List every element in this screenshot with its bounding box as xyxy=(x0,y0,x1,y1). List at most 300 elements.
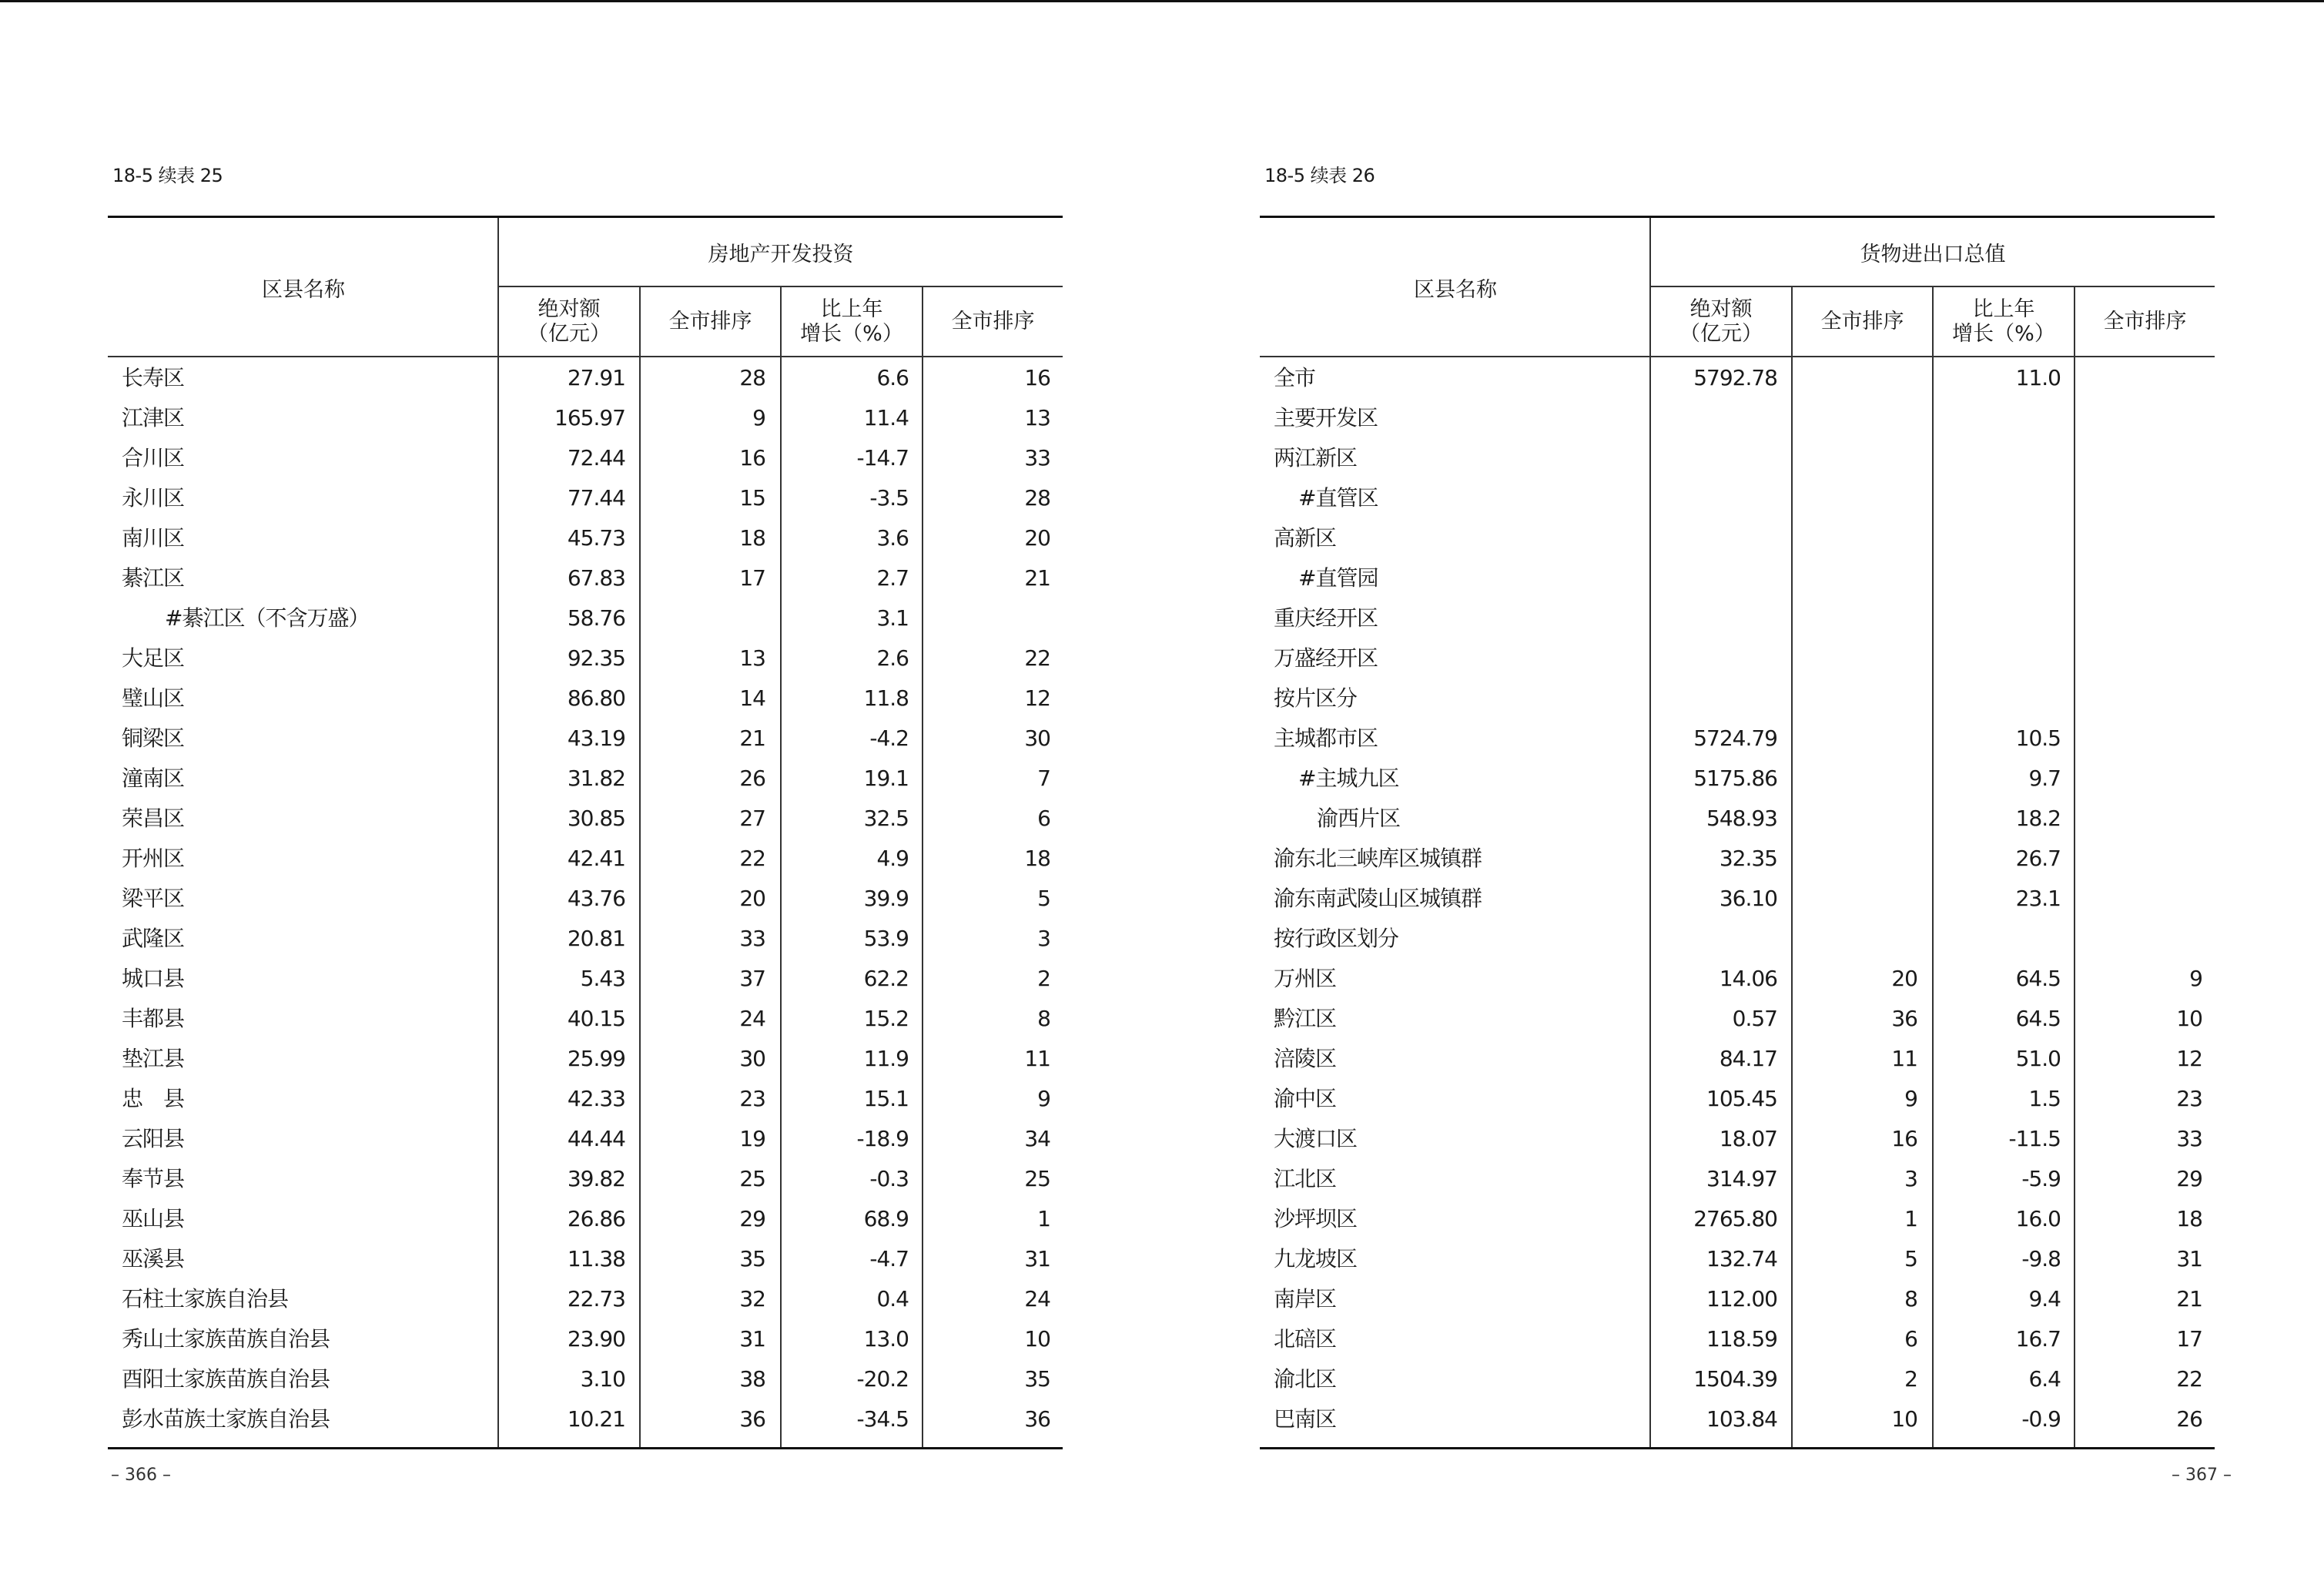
rank-cell: 25 xyxy=(739,1166,765,1191)
table-row xyxy=(108,558,1063,598)
table-title: 18-5 续表 25 xyxy=(112,165,223,186)
growth-cell: 9.7 xyxy=(2028,766,2061,791)
district-name-cell: 垫江县 xyxy=(122,1046,185,1071)
district-name-cell: 忠 县 xyxy=(122,1086,185,1111)
absolute-value-cell: 43.76 xyxy=(567,886,625,911)
growth-cell: -11.5 xyxy=(2008,1126,2061,1151)
table-row xyxy=(108,879,1063,919)
growth-cell: 10.5 xyxy=(2015,725,2061,751)
rank-2-cell: 10 xyxy=(2176,1006,2202,1031)
table-row xyxy=(108,358,1063,398)
district-name-cell: 丰都县 xyxy=(122,1006,185,1031)
header-district-name: 区县名称 xyxy=(1414,277,1497,302)
growth-cell: 9.4 xyxy=(2028,1286,2061,1312)
rank-cell: 31 xyxy=(739,1326,765,1352)
growth-cell: 51.0 xyxy=(2015,1046,2061,1071)
rank-2-cell: 16 xyxy=(1024,365,1050,390)
header-growth-line1: 比上年 xyxy=(820,297,883,321)
absolute-value-cell: 18.07 xyxy=(1719,1126,1777,1151)
absolute-value-cell: 20.81 xyxy=(567,926,625,951)
table-row xyxy=(108,398,1063,438)
rank-2-cell: 12 xyxy=(1024,685,1050,711)
rank-cell: 2 xyxy=(1904,1366,1917,1392)
absolute-value-cell: 2765.80 xyxy=(1693,1206,1777,1231)
table-row xyxy=(108,759,1063,799)
table-row xyxy=(108,638,1063,678)
rank-2-cell: 26 xyxy=(2176,1406,2202,1432)
table-row xyxy=(108,959,1063,999)
rank-2-cell: 20 xyxy=(1024,525,1050,551)
growth-cell: -18.9 xyxy=(856,1126,909,1151)
rank-2-cell: 9 xyxy=(1037,1086,1050,1111)
absolute-value-cell: 27.91 xyxy=(567,365,625,390)
absolute-value-cell: 1504.39 xyxy=(1693,1366,1777,1392)
rank-cell: 14 xyxy=(739,685,765,711)
table-row xyxy=(108,1119,1063,1159)
rank-2-cell: 33 xyxy=(2176,1126,2202,1151)
growth-cell: 53.9 xyxy=(863,926,909,951)
rank-2-cell: 24 xyxy=(1024,1286,1050,1312)
table-row xyxy=(108,678,1063,719)
absolute-value-cell: 23.90 xyxy=(567,1326,625,1352)
rank-2-cell: 22 xyxy=(1024,645,1050,671)
table-body xyxy=(1260,358,2215,1439)
rank-cell: 11 xyxy=(1891,1046,1917,1071)
growth-cell: -4.2 xyxy=(869,725,909,751)
absolute-value-cell: 118.59 xyxy=(1706,1326,1777,1352)
growth-cell: -34.5 xyxy=(856,1406,909,1432)
table-body xyxy=(108,358,1063,1439)
table-row xyxy=(1260,1079,2215,1119)
table-row xyxy=(108,518,1063,558)
absolute-value-cell: 72.44 xyxy=(567,445,625,471)
table-row xyxy=(108,719,1063,759)
district-name-cell: 主城都市区 xyxy=(1274,725,1378,751)
district-name-cell: 綦江区 xyxy=(122,565,185,591)
table-row xyxy=(108,1079,1063,1119)
growth-cell: 32.5 xyxy=(863,806,909,831)
district-name-cell: 武隆区 xyxy=(122,926,185,951)
district-name-cell: 全市 xyxy=(1274,365,1316,390)
district-name-cell: 万州区 xyxy=(1274,966,1337,991)
table-row xyxy=(1260,839,2215,879)
growth-cell: 3.6 xyxy=(876,525,909,551)
rank-cell: 21 xyxy=(739,725,765,751)
table-row xyxy=(108,1279,1063,1319)
absolute-value-cell: 11.38 xyxy=(567,1246,625,1271)
rank-cell: 19 xyxy=(739,1126,765,1151)
table-row xyxy=(108,1359,1063,1399)
absolute-value-cell: 84.17 xyxy=(1719,1046,1777,1071)
rank-cell: 30 xyxy=(739,1046,765,1071)
table-row xyxy=(1260,1359,2215,1399)
district-name-cell: #直管园 xyxy=(1298,565,1378,591)
district-name-cell: 沙坪坝区 xyxy=(1274,1206,1358,1231)
header-rank: 全市排序 xyxy=(668,310,752,333)
district-name-cell: #主城九区 xyxy=(1298,766,1399,791)
absolute-value-cell: 32.35 xyxy=(1719,846,1777,871)
rank-cell: 23 xyxy=(739,1086,765,1111)
district-name-cell: 北碚区 xyxy=(1274,1326,1337,1352)
header-absolute-line1: 绝对额 xyxy=(1689,297,1753,321)
rank-cell: 1 xyxy=(1904,1206,1917,1231)
growth-cell: 23.1 xyxy=(2015,886,2061,911)
absolute-value-cell: 0.57 xyxy=(1732,1006,1777,1031)
table-row xyxy=(1260,598,2215,638)
district-name-cell: 巴南区 xyxy=(1274,1406,1337,1432)
growth-cell: 1.5 xyxy=(2028,1086,2061,1111)
district-name-cell: #直管区 xyxy=(1298,485,1378,511)
absolute-value-cell: 39.82 xyxy=(567,1166,625,1191)
district-name-cell: 大足区 xyxy=(122,645,185,671)
rank-cell: 8 xyxy=(1904,1286,1917,1312)
table-row xyxy=(1260,1119,2215,1159)
district-name-cell: 秀山土家族苗族自治县 xyxy=(122,1326,330,1352)
table-row xyxy=(1260,1279,2215,1319)
rank-2-cell: 18 xyxy=(1024,846,1050,871)
rank-cell: 38 xyxy=(739,1366,765,1392)
rank-cell: 35 xyxy=(739,1246,765,1271)
page-number: – 367 – xyxy=(2172,1466,2232,1485)
rank-2-cell: 12 xyxy=(2176,1046,2202,1071)
growth-cell: -9.8 xyxy=(2021,1246,2061,1271)
rank-cell: 3 xyxy=(1904,1166,1917,1191)
district-name-cell: 按片区分 xyxy=(1274,685,1358,711)
absolute-value-cell: 77.44 xyxy=(567,485,625,511)
rank-cell: 20 xyxy=(1891,966,1917,991)
table-row xyxy=(108,1239,1063,1279)
header-absolute xyxy=(1651,287,1791,357)
growth-cell: -3.5 xyxy=(869,485,909,511)
rank-2-cell: 34 xyxy=(1024,1126,1050,1151)
district-name-cell: 按行政区划分 xyxy=(1274,926,1399,951)
rank-cell: 18 xyxy=(739,525,765,551)
rank-2-cell: 21 xyxy=(2176,1286,2202,1312)
rank-2-cell: 28 xyxy=(1024,485,1050,511)
rank-cell: 16 xyxy=(1891,1126,1917,1151)
header-absolute-line2: （亿元） xyxy=(1679,322,1763,346)
header-district-name: 区县名称 xyxy=(262,277,345,302)
table-row xyxy=(1260,719,2215,759)
growth-cell: 2.6 xyxy=(876,645,909,671)
rank-2-cell: 33 xyxy=(1024,445,1050,471)
table-row xyxy=(1260,518,2215,558)
absolute-value-cell: 26.86 xyxy=(567,1206,625,1231)
district-name-cell: 潼南区 xyxy=(122,766,185,791)
district-name-cell: 江津区 xyxy=(122,405,185,431)
growth-cell: -14.7 xyxy=(856,445,909,471)
rank-cell: 22 xyxy=(739,846,765,871)
district-name-cell: 合川区 xyxy=(122,445,185,471)
rank-cell: 20 xyxy=(739,886,765,911)
header-rank: 全市排序 xyxy=(1820,310,1904,333)
table-row xyxy=(1260,1239,2215,1279)
district-name-cell: 铜梁区 xyxy=(122,725,185,751)
rank-2-cell: 31 xyxy=(2176,1246,2202,1271)
growth-cell: 15.1 xyxy=(863,1086,909,1111)
growth-cell: 2.7 xyxy=(876,565,909,591)
growth-cell: 11.8 xyxy=(863,685,909,711)
district-name-cell: 主要开发区 xyxy=(1274,405,1378,431)
growth-cell: 62.2 xyxy=(863,966,909,991)
growth-cell: 6.6 xyxy=(876,365,909,390)
absolute-value-cell: 10.21 xyxy=(567,1406,625,1432)
rank-2-cell: 6 xyxy=(1037,806,1050,831)
rank-cell: 13 xyxy=(739,645,765,671)
growth-cell: 16.0 xyxy=(2015,1206,2061,1231)
district-name-cell: 江北区 xyxy=(1274,1166,1337,1191)
growth-cell: 68.9 xyxy=(863,1206,909,1231)
district-name-cell: 涪陵区 xyxy=(1274,1046,1337,1071)
district-name-cell: 荣昌区 xyxy=(122,806,185,831)
rank-2-cell: 13 xyxy=(1024,405,1050,431)
rank-2-cell: 23 xyxy=(2176,1086,2202,1111)
rank-2-cell: 21 xyxy=(1024,565,1050,591)
district-name-cell: 开州区 xyxy=(122,846,185,871)
table-row xyxy=(108,1399,1063,1439)
district-name-cell: 渝西片区 xyxy=(1317,806,1401,831)
data-table xyxy=(1260,216,2215,1449)
district-name-cell: 渝中区 xyxy=(1274,1086,1337,1111)
growth-cell: 3.1 xyxy=(876,605,909,631)
growth-cell: 11.0 xyxy=(2015,365,2061,390)
absolute-value-cell: 105.45 xyxy=(1706,1086,1777,1111)
table-row xyxy=(1260,638,2215,678)
growth-cell: -4.7 xyxy=(869,1246,909,1271)
growth-cell: -0.9 xyxy=(2021,1406,2061,1432)
growth-cell: 6.4 xyxy=(2028,1366,2061,1392)
rank-cell: 9 xyxy=(752,405,765,431)
rank-cell: 36 xyxy=(1891,1006,1917,1031)
growth-cell: -20.2 xyxy=(856,1366,909,1392)
table-row xyxy=(108,598,1063,638)
data-table xyxy=(108,216,1063,1449)
growth-cell: 11.9 xyxy=(863,1046,909,1071)
rank-cell: 28 xyxy=(739,365,765,390)
rank-cell: 15 xyxy=(739,485,765,511)
absolute-value-cell: 36.10 xyxy=(1719,886,1777,911)
table-row xyxy=(1260,959,2215,999)
absolute-value-cell: 14.06 xyxy=(1719,966,1777,991)
rank-2-cell: 18 xyxy=(2176,1206,2202,1231)
absolute-value-cell: 30.85 xyxy=(567,806,625,831)
rank-cell: 29 xyxy=(739,1206,765,1231)
district-name-cell: 梁平区 xyxy=(122,886,185,911)
rank-cell: 36 xyxy=(739,1406,765,1432)
rank-2-cell: 2 xyxy=(1037,966,1050,991)
table-row xyxy=(1260,1039,2215,1079)
district-name-cell: 渝北区 xyxy=(1274,1366,1337,1392)
growth-cell: -0.3 xyxy=(869,1166,909,1191)
absolute-value-cell: 58.76 xyxy=(567,605,625,631)
rank-2-cell: 9 xyxy=(2189,966,2202,991)
absolute-value-cell: 31.82 xyxy=(567,766,625,791)
district-name-cell: 酉阳土家族苗族自治县 xyxy=(122,1366,330,1392)
table-row xyxy=(1260,799,2215,839)
district-name-cell: 高新区 xyxy=(1274,525,1337,551)
table-row xyxy=(1260,879,2215,919)
growth-cell: 15.2 xyxy=(863,1006,909,1031)
absolute-value-cell: 5175.86 xyxy=(1693,766,1777,791)
rank-cell: 17 xyxy=(739,565,765,591)
growth-cell: 18.2 xyxy=(2015,806,2061,831)
absolute-value-cell: 86.80 xyxy=(567,685,625,711)
table-row xyxy=(108,1039,1063,1079)
table-row xyxy=(1260,919,2215,959)
district-name-cell: 奉节县 xyxy=(122,1166,185,1191)
absolute-value-cell: 42.41 xyxy=(567,846,625,871)
district-name-cell: 渝东南武陵山区城镇群 xyxy=(1274,886,1482,911)
growth-cell: 16.7 xyxy=(2015,1326,2061,1352)
district-name-cell: 长寿区 xyxy=(122,365,185,390)
table-row xyxy=(108,478,1063,518)
rank-2-cell: 7 xyxy=(1037,766,1050,791)
rank-2-cell: 36 xyxy=(1024,1406,1050,1432)
absolute-value-cell: 5.43 xyxy=(580,966,625,991)
district-name-cell: 万盛经开区 xyxy=(1274,645,1378,671)
district-name-cell: 黔江区 xyxy=(1274,1006,1337,1031)
growth-cell: -5.9 xyxy=(2021,1166,2061,1191)
growth-cell: 26.7 xyxy=(2015,846,2061,871)
table-row xyxy=(1260,1199,2215,1239)
table-row xyxy=(1260,678,2215,719)
growth-cell: 64.5 xyxy=(2015,966,2061,991)
table-row xyxy=(108,839,1063,879)
table-row xyxy=(1260,1159,2215,1199)
table-row xyxy=(108,1199,1063,1239)
rank-2-cell: 29 xyxy=(2176,1166,2202,1191)
rank-2-cell: 17 xyxy=(2176,1326,2202,1352)
rank-2-cell: 10 xyxy=(1024,1326,1050,1352)
district-name-cell: 永川区 xyxy=(122,485,185,511)
rank-cell: 16 xyxy=(739,445,765,471)
absolute-value-cell: 67.83 xyxy=(567,565,625,591)
table-row xyxy=(1260,358,2215,398)
absolute-value-cell: 314.97 xyxy=(1706,1166,1777,1191)
table-row xyxy=(108,1159,1063,1199)
district-name-cell: 城口县 xyxy=(122,966,185,991)
table-row xyxy=(108,799,1063,839)
growth-cell: 13.0 xyxy=(863,1326,909,1352)
header-absolute-line1: 绝对额 xyxy=(537,297,601,321)
rank-cell: 9 xyxy=(1904,1086,1917,1111)
rank-2-cell: 30 xyxy=(1024,725,1050,751)
absolute-value-cell: 3.10 xyxy=(580,1366,625,1392)
rank-2-cell: 3 xyxy=(1037,926,1050,951)
absolute-value-cell: 45.73 xyxy=(567,525,625,551)
growth-cell: 0.4 xyxy=(876,1286,909,1312)
rank-2-cell: 22 xyxy=(2176,1366,2202,1392)
district-name-cell: 九龙坡区 xyxy=(1274,1246,1358,1271)
table-row xyxy=(1260,1399,2215,1439)
rank-cell: 6 xyxy=(1904,1326,1917,1352)
district-name-cell: #綦江区（不含万盛） xyxy=(165,605,370,631)
absolute-value-cell: 40.15 xyxy=(567,1006,625,1031)
table-row xyxy=(1260,999,2215,1039)
rank-cell: 24 xyxy=(739,1006,765,1031)
header-growth xyxy=(782,287,922,357)
growth-cell: 39.9 xyxy=(863,886,909,911)
rank-cell: 10 xyxy=(1891,1406,1917,1432)
absolute-value-cell: 25.99 xyxy=(567,1046,625,1071)
absolute-value-cell: 42.33 xyxy=(567,1086,625,1111)
rank-2-cell: 1 xyxy=(1037,1206,1050,1231)
absolute-value-cell: 103.84 xyxy=(1706,1406,1777,1432)
district-name-cell: 巫山县 xyxy=(122,1206,185,1231)
district-name-cell: 渝东北三峡库区城镇群 xyxy=(1274,846,1482,871)
header-absolute xyxy=(499,287,639,357)
header-rank-2: 全市排序 xyxy=(951,310,1035,333)
district-name-cell: 南岸区 xyxy=(1274,1286,1337,1312)
rank-2-cell: 35 xyxy=(1024,1366,1050,1392)
header-growth-line2: 增长（%） xyxy=(1952,322,2055,346)
table-row xyxy=(108,919,1063,959)
header-group: 货物进出口总值 xyxy=(1860,242,2006,266)
absolute-value-cell: 92.35 xyxy=(567,645,625,671)
table-row xyxy=(1260,1319,2215,1359)
header-growth-line2: 增长（%） xyxy=(800,322,903,346)
district-name-cell: 云阳县 xyxy=(122,1126,185,1151)
rank-cell: 26 xyxy=(739,766,765,791)
rank-cell: 32 xyxy=(739,1286,765,1312)
header-growth-line1: 比上年 xyxy=(1972,297,2035,321)
rank-2-cell: 11 xyxy=(1024,1046,1050,1071)
district-name-cell: 巫溪县 xyxy=(122,1246,185,1271)
rank-cell: 37 xyxy=(739,966,765,991)
absolute-value-cell: 22.73 xyxy=(567,1286,625,1312)
district-name-cell: 大渡口区 xyxy=(1274,1126,1358,1151)
absolute-value-cell: 548.93 xyxy=(1706,806,1777,831)
district-name-cell: 石柱土家族自治县 xyxy=(122,1286,289,1312)
rank-cell: 27 xyxy=(739,806,765,831)
district-name-cell: 璧山区 xyxy=(122,685,185,711)
district-name-cell: 两江新区 xyxy=(1274,445,1358,471)
absolute-value-cell: 165.97 xyxy=(554,405,625,431)
table-row xyxy=(1260,438,2215,478)
table-title: 18-5 续表 26 xyxy=(1264,165,1375,186)
rank-2-cell: 5 xyxy=(1037,886,1050,911)
header-absolute-line2: （亿元） xyxy=(527,322,611,346)
district-name-cell: 重庆经开区 xyxy=(1274,605,1378,631)
rank-2-cell: 31 xyxy=(1024,1246,1050,1271)
header-rank-2: 全市排序 xyxy=(2103,310,2187,333)
district-name-cell: 南川区 xyxy=(122,525,185,551)
page-number: – 366 – xyxy=(111,1466,171,1485)
rank-2-cell: 25 xyxy=(1024,1166,1050,1191)
district-name-cell: 彭水苗族土家族自治县 xyxy=(122,1406,330,1432)
table-row xyxy=(108,1319,1063,1359)
rank-cell: 33 xyxy=(739,926,765,951)
table-row xyxy=(108,999,1063,1039)
header-group: 房地产开发投资 xyxy=(708,242,854,266)
table-row xyxy=(1260,398,2215,438)
growth-cell: 11.4 xyxy=(863,405,909,431)
absolute-value-cell: 5724.79 xyxy=(1693,725,1777,751)
rank-2-cell: 8 xyxy=(1037,1006,1050,1031)
table-row xyxy=(1260,478,2215,518)
header-growth xyxy=(1934,287,2074,357)
left-page xyxy=(108,0,1063,1588)
table-row xyxy=(1260,558,2215,598)
absolute-value-cell: 44.44 xyxy=(567,1126,625,1151)
rank-cell: 5 xyxy=(1904,1246,1917,1271)
growth-cell: 4.9 xyxy=(876,846,909,871)
growth-cell: 64.5 xyxy=(2015,1006,2061,1031)
absolute-value-cell: 43.19 xyxy=(567,725,625,751)
absolute-value-cell: 5792.78 xyxy=(1693,365,1777,390)
absolute-value-cell: 132.74 xyxy=(1706,1246,1777,1271)
right-page xyxy=(1260,0,2232,1588)
